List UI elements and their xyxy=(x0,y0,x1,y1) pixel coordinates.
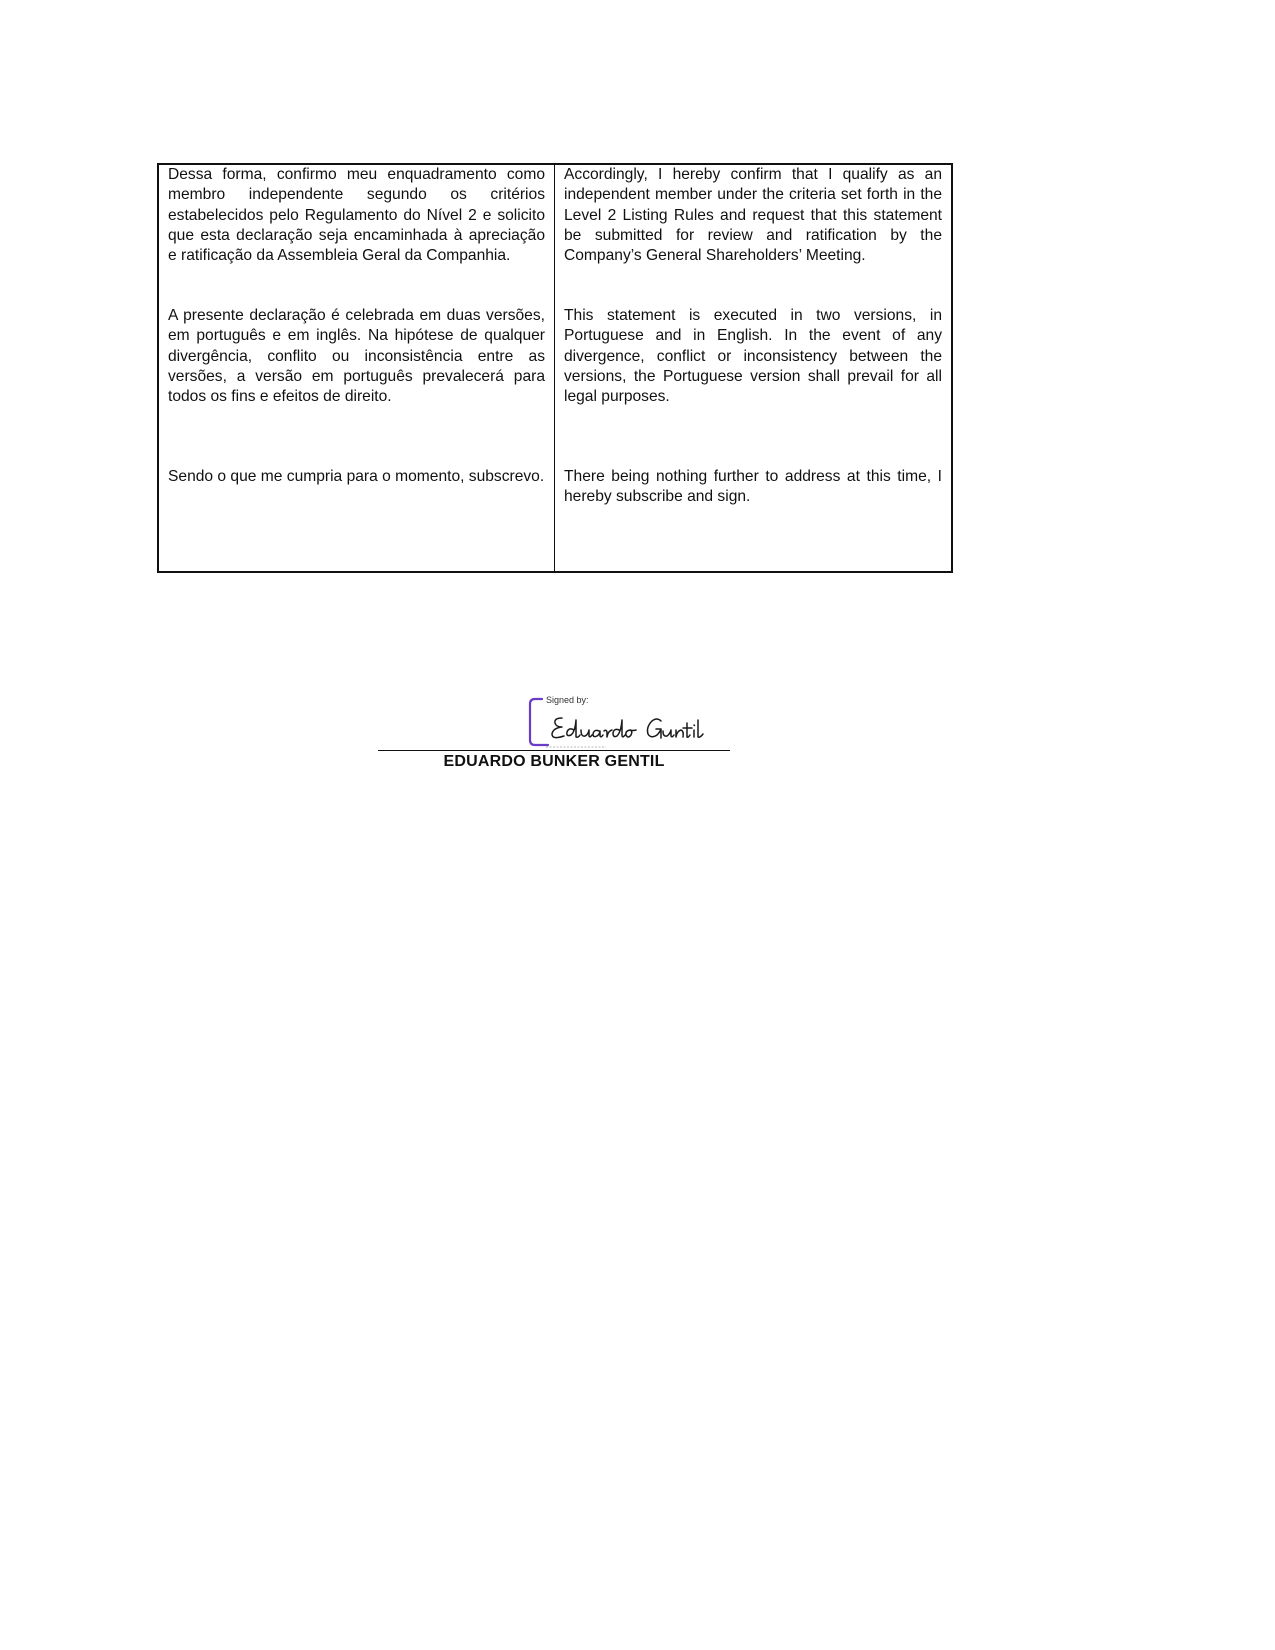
portuguese-paragraph-closing: Sendo o que me cumpria para o momento, subscrevo. xyxy=(168,468,545,485)
english-paragraph-closing: There being nothing further to address at this time, I hereby subscribe and sign. xyxy=(564,468,942,506)
portuguese-paragraph-qualification: Dessa forma, confirmo meu enquadramento como membro independente segundo os critérios estabelecidos pelo Regulamento do Nível 2 e solicito que esta declaração seja encaminhada à apreciação e ratificação da Assembleia Geral da Companhia. xyxy=(168,166,545,265)
english-paragraph-qualification: Accordingly, I hereby confirm that I qualify as an independent member under the criteria set forth in the Level 2 Listing Rules and request that this statement be submitted for review and ratification by the Company’s General Shareholders’ Meeting. xyxy=(564,166,942,265)
portuguese-column xyxy=(159,165,555,571)
english-column xyxy=(555,165,951,571)
english-paragraph-versions: This statement is executed in two versions, in Portuguese and in English. In the event of any divergence, conflict or inconsistency between the versions, the Portuguese version shall prevail for all legal purposes. xyxy=(564,307,942,406)
signature-block xyxy=(378,690,730,770)
signature-frame xyxy=(530,699,548,745)
portuguese-paragraph-versions: A presente declaração é celebrada em duas versões, em português e em inglês. Na hipótese de qualquer divergência, conflito ou inconsistência entre as versões, a versão em português prevalecerá para todos os fins e efeitos de direito. xyxy=(168,307,545,406)
handwritten-signature xyxy=(552,718,703,738)
signature-line xyxy=(378,750,730,751)
signed-by-label: Signed by: xyxy=(546,695,589,705)
bilingual-declaration-table xyxy=(157,163,953,573)
signer-name: EDUARDO BUNKER GENTIL xyxy=(443,753,665,770)
